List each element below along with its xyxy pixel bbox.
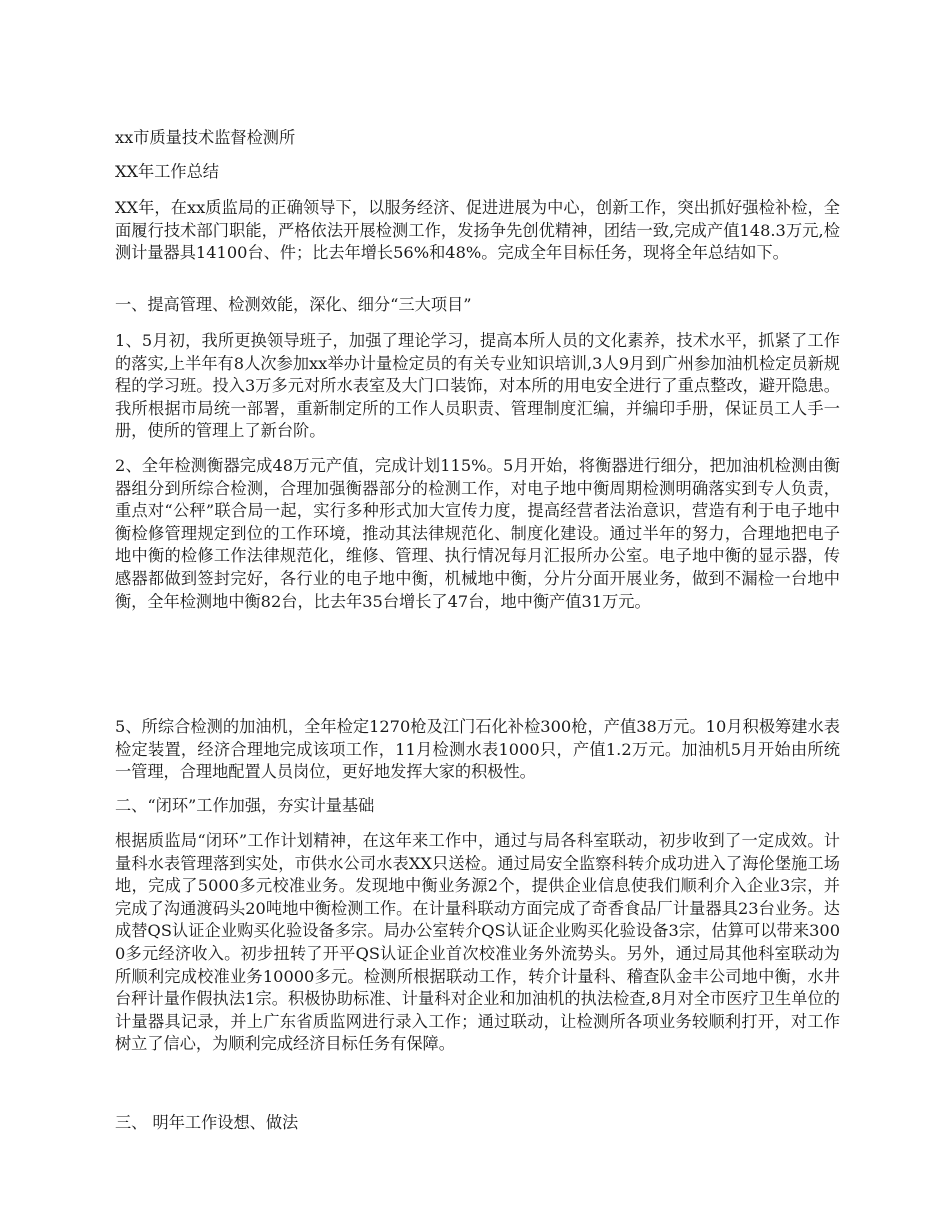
- section1-item2-paragraph: 2、全年检测衡器完成48万元产值，完成计划115%。5月开始，将衡器进行细分，把加油机检测由衡器组分到所综合检测，合理加强衡器部分的检测工作，对电子地中衡周期检测明确落实到专人负责，重点对“公秤”联合局一起，实行多种形式加大宣传力度，提高经营者法治意识，营造有利于电子地中衡检修管理规定到位的工作环境，推动其法律规范化、制度化建设。通过半年的努力，合理地把电子地中衡的检修工作法律规范化，维修、管理、执行情况每月汇报所办公室。电子地中衡的显示器，传感器都做到签封完好，各行业的电子地中衡，机械地中衡，分片分面开展业务，做到不漏检一台地中衡，全年检测地中衡82台，比去年35台增长了47台，地中衡产值31万元。: [115, 456, 840, 611]
- org-title: xx市质量技术监督检测所: [115, 128, 296, 147]
- section1-heading: 一、提高管理、检测效能，深化、细分“三大项目”: [115, 295, 472, 314]
- section1-item5-paragraph: 5、所综合检测的加油机，全年检定1270枪及江门石化补检300枪，产值38万元。10月积极筹建水表检定装置，经济合理地完成该项工作，11月检测水表1000只，产值1.2万元。加油机5月开始由所统一管理，合理地配置人员岗位，更好地发挥大家的积极性。: [115, 717, 840, 782]
- section2-heading: 二、“闭环”工作加强，夯实计量基础: [115, 796, 375, 815]
- intro-paragraph: XX年，在xx质监局的正确领导下，以服务经济、促进进展为中心，创新工作，突出抓好强检补检，全面履行技术部门职能，严格依法开展检测工作，发扬争先创优精神，团结一致,完成产值148.3万元,检测计量器具14100台、件；比去年增长56%和48%。完成全年目标任务，现将全年总结如下。: [115, 198, 840, 263]
- section1-item1-paragraph: 1、5月初，我所更换领导班子，加强了理论学习，提高本所人员的文化素养，技术水平，抓紧了工作的落实,上半年有8人次参加xx举办计量检定员的有关专业知识培训,3人9月到广州参加油机检定员新规程的学习班。投入3万多元对所水表室及大门口装饰，对本所的用电安全进行了重点整改，避开隐患。我所根据市局统一部署，重新制定所的工作人员职责、管理制度汇编，并编印手册，保证员工人手一册，使所的管理上了新台阶。: [115, 331, 840, 441]
- section2-paragraph: 根据质监局“闭环”工作计划精神，在这年来工作中，通过与局各科室联动，初步收到了一定成效。计量科水表管理落到实处，市供水公司水表XX只送检。通过局安全监察科转介成功进入了海伦堡施工场地，完成了5000多元校准业务。发现地中衡业务源2个，提供企业信息使我们顺利介入企业3宗，并完成了沟通渡码头20吨地中衡检测工作。在计量科联动方面完成了奇香食品厂计量器具23台业务。达成替QS认证企业购买化验设备多宗。局办公室转介QS认证企业购买化验设备3宗，估算可以带来3000多元经济收入。初步扭转了开平QS认证企业首次校准业务外流势头。另外，通过局其他科室联动为所顺利完成校准业务10000多元。检测所根据联动工作，转介计量科、稽查队金丰公司地中衡，水井台秤计量作假执法1宗。积极协助标准、计量科对企业和加油机的执法检查,8月对全市医疗卫生单位的计量器具记录，并上广东省质监网进行录入工作；通过联动，让检测所各项业务较顺利打开，对工作树立了信心，为顺利完成经济目标任务有保障。: [115, 831, 840, 1054]
- report-title: XX年工作总结: [115, 162, 219, 181]
- section3-heading: 三、 明年工作设想、做法: [115, 1113, 299, 1132]
